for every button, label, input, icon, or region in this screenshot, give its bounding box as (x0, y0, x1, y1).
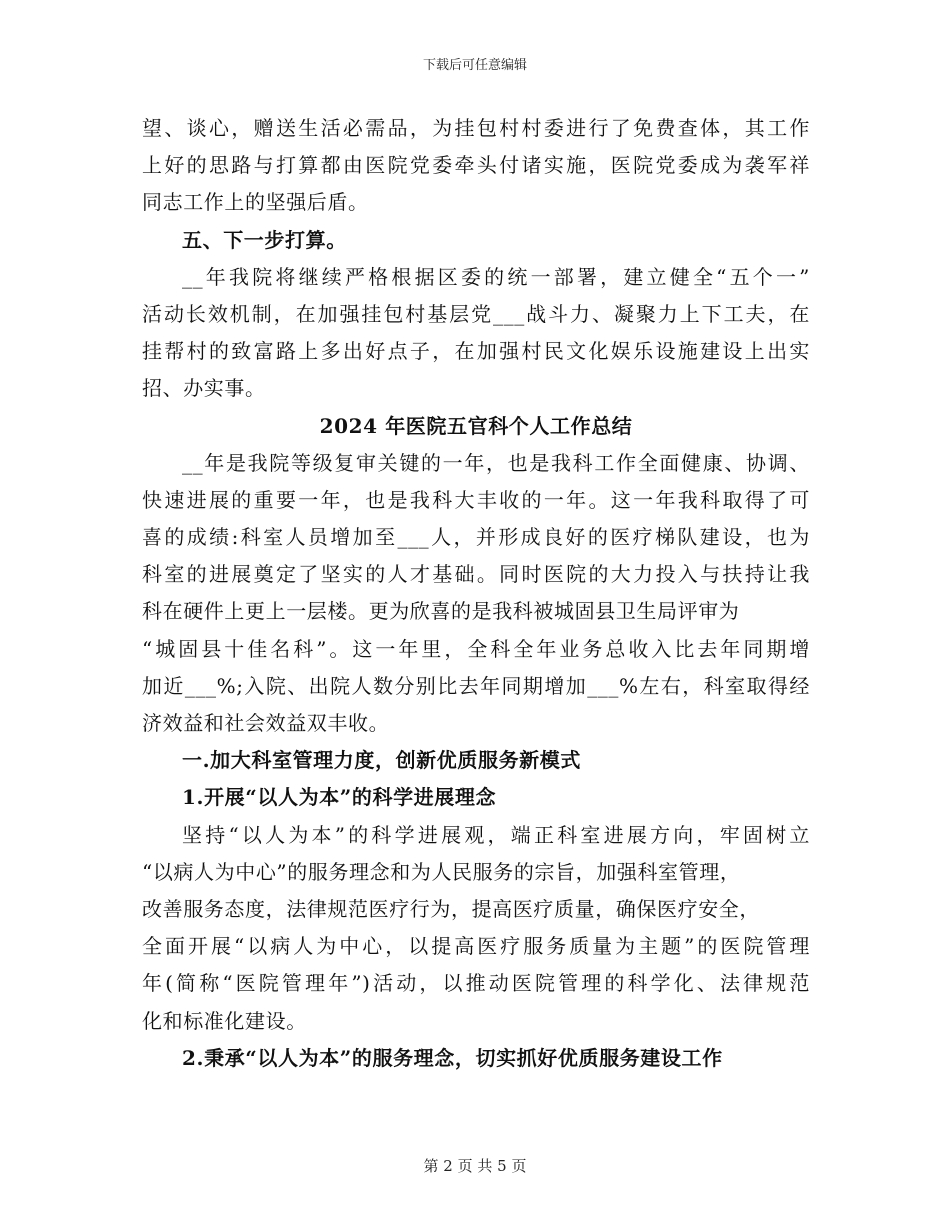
paragraph-line: 年(简称“医院管理年”)活动，以推动医院管理的科学化、法律规范 (142, 971, 810, 996)
paragraph-line: 加近___%;入院、出院人数分别比去年同期增加___%左右，科室取得经 (142, 673, 810, 698)
paragraph-line: “以病人为中心”的服务理念和为人民服务的宗旨，加强科室管理， (142, 859, 741, 884)
section-heading: 2.秉承“以人为本”的服务理念，切实抓好优质服务建设工作 (182, 1045, 723, 1070)
paragraph-line: 改善服务态度，法律规范医疗行为，提高医疗质量，确保医疗安全， (142, 896, 760, 921)
document-body (142, 110, 810, 1077)
section-heading: 五、下一步打算。 (182, 227, 347, 252)
paragraph-line: 科室的进展奠定了坚实的人才基础。同时医院的大力投入与扶持让我 (142, 562, 810, 587)
paragraph-line: 化和标准化建设。 (142, 1008, 307, 1033)
paragraph-line: “城固县十佳名科”。这一年里，全科全年业务总收入比去年同期增 (142, 636, 810, 661)
section-heading: 一.加大科室管理力度，创新优质服务新模式 (182, 748, 581, 773)
paragraph-line: __年是我院等级复审关键的一年，也是我科工作全面健康、协调、 (182, 450, 810, 475)
section-heading: 1.开展“以人为本”的科学进展理念 (182, 785, 497, 810)
paragraph-line: 济效益和社会效益双丰收。 (142, 711, 390, 735)
page-footer: 第 2 页 共 5 页 (423, 1157, 527, 1175)
paragraph-line: 全面开展“以病人为中心，以提高医疗服务质量为主题”的医院管理 (142, 934, 810, 959)
paragraph-line: 快速进展的重要一年，也是我科大丰收的一年。这一年我科取得了可 (142, 487, 810, 512)
paragraph-line: 上好的思路与打算都由医院党委牵头付诸实施，医院党委成为袭军祥 (142, 153, 810, 178)
section-title: 2024 年医院五官科个人工作总结 (319, 413, 633, 438)
paragraph-line: 活动长效机制，在加强挂包村基层党___战斗力、凝聚力上下工夫，在 (142, 301, 810, 326)
paragraph-line: __年我院将继续严格根据区委的统一部署，建立健全“五个一” (182, 264, 810, 289)
paragraph-line: 喜的成绩:科室人员增加至___人，并形成良好的医疗梯队建设，也为 (142, 525, 810, 550)
paragraph-line: 同志工作上的坚强后盾。 (142, 190, 369, 215)
paragraph-line: 挂帮村的致富路上多出好点子，在加强村民文化娱乐设施建设上出实 (142, 339, 810, 364)
paragraph-line: 招、办实事。 (142, 376, 266, 401)
paragraph-line: 科在硬件上更上一层楼。更为欣喜的是我科被城固县卫生局评审为 (142, 599, 740, 624)
page-header: 下载后可任意编辑 (422, 58, 527, 73)
paragraph-line: 坚持“以人为本”的科学进展观，端正科室进展方向，牢固树立 (182, 822, 810, 847)
paragraph-line: 望、谈心，赠送生活必需品，为挂包村村委进行了免费查体，其工作 (142, 116, 810, 140)
